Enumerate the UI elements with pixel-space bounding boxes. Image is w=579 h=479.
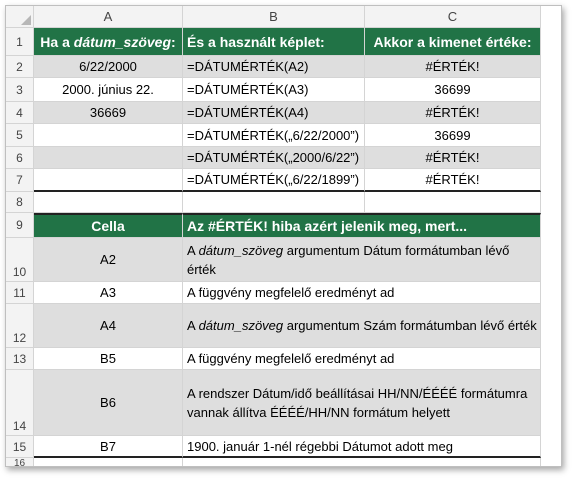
cell-c6[interactable]: #ÉRTÉK!: [365, 147, 541, 169]
cell-a13[interactable]: B5: [34, 348, 183, 370]
table-row: [6, 304, 541, 348]
cell-a3[interactable]: 2000. június 22.: [34, 78, 183, 102]
table-row: [6, 348, 541, 370]
cell-a14[interactable]: B6: [34, 370, 183, 436]
header-cell-c1[interactable]: Akkor a kimenet értéke:: [365, 28, 541, 56]
cell-c7[interactable]: #ÉRTÉK!: [365, 169, 541, 192]
row-number[interactable]: 3: [6, 78, 34, 102]
spreadsheet: [5, 5, 562, 467]
row-number[interactable]: 7: [6, 169, 34, 192]
cell-b6[interactable]: =DÁTUMÉRTÉK(„2000/6/22”): [183, 147, 365, 169]
cell-b4[interactable]: =DÁTUMÉRTÉK(A4): [183, 102, 365, 124]
table-row: [6, 28, 541, 56]
cell-a8[interactable]: [34, 192, 183, 213]
table-row: [6, 169, 541, 192]
table-row: [6, 192, 541, 213]
cell-b12[interactable]: [183, 304, 541, 348]
table-row: [6, 458, 541, 467]
header-cell-a9[interactable]: Cella: [34, 213, 183, 238]
row-number[interactable]: 9: [6, 213, 34, 238]
header-cell-b1[interactable]: És a használt képlet:: [183, 28, 365, 56]
cell-b10[interactable]: [183, 238, 541, 282]
header-cell-a1[interactable]: [34, 28, 183, 56]
row-number[interactable]: 14: [6, 370, 34, 436]
row-number[interactable]: 5: [6, 124, 34, 147]
cell-c8[interactable]: [365, 192, 541, 213]
row-number[interactable]: 4: [6, 102, 34, 124]
select-all-corner[interactable]: [6, 6, 34, 28]
cell-a15[interactable]: B7: [34, 436, 183, 458]
cell-b8[interactable]: [183, 192, 365, 213]
row-number[interactable]: 8: [6, 192, 34, 213]
cell-b13[interactable]: A függvény megfelelő eredményt ad: [183, 348, 541, 370]
row-number[interactable]: 6: [6, 147, 34, 169]
cell-a4[interactable]: 36669: [34, 102, 183, 124]
explanation-text: A dátum_szöveg argumentum Szám formátumban lévő érték: [187, 318, 537, 333]
cell-a12[interactable]: A4: [34, 304, 183, 348]
cell-c4[interactable]: #ÉRTÉK!: [365, 102, 541, 124]
cell-b14[interactable]: A rendszer Dátum/idő beállításai HH/NN/ÉÉÉÉ formátumra vannak állítva ÉÉÉÉ/HH/NN formátum helyett: [183, 370, 541, 436]
cell-c3[interactable]: 36699: [365, 78, 541, 102]
row-number[interactable]: 16: [6, 458, 34, 467]
table-row: [6, 436, 541, 458]
cell-a10[interactable]: A2: [34, 238, 183, 282]
column-header-row: [6, 6, 541, 28]
column-header-b[interactable]: B: [183, 6, 365, 28]
header-cell-b9[interactable]: Az #ÉRTÉK! hiba azért jelenik meg, mert...: [183, 213, 541, 238]
table-row: [6, 370, 541, 436]
table-row: [6, 102, 541, 124]
row-number[interactable]: 2: [6, 56, 34, 78]
cell-b5[interactable]: =DÁTUMÉRTÉK(„6/22/2000”): [183, 124, 365, 147]
table-row: [6, 282, 541, 304]
column-header-a[interactable]: A: [34, 6, 183, 28]
row-number[interactable]: 1: [6, 28, 34, 56]
row-number[interactable]: 12: [6, 304, 34, 348]
cell-a7[interactable]: [34, 169, 183, 192]
cell-b16[interactable]: [183, 458, 541, 467]
table-row: [6, 124, 541, 147]
cell-c2[interactable]: #ÉRTÉK!: [365, 56, 541, 78]
table-row: [6, 147, 541, 169]
table-row: [6, 213, 541, 238]
cell-a5[interactable]: [34, 124, 183, 147]
cell-a6[interactable]: [34, 147, 183, 169]
row-number[interactable]: 11: [6, 282, 34, 304]
cell-b7[interactable]: =DÁTUMÉRTÉK(„6/22/1899”): [183, 169, 365, 192]
row-number[interactable]: 10: [6, 238, 34, 282]
row-number[interactable]: 13: [6, 348, 34, 370]
cell-b2[interactable]: =DÁTUMÉRTÉK(A2): [183, 56, 365, 78]
column-header-c[interactable]: C: [365, 6, 541, 28]
cell-b11[interactable]: A függvény megfelelő eredményt ad: [183, 282, 541, 304]
explanation-text: A dátum_szöveg argumentum Dátum formátumban lévő érték: [187, 242, 510, 277]
cell-a11[interactable]: A3: [34, 282, 183, 304]
cell-b3[interactable]: =DÁTUMÉRTÉK(A3): [183, 78, 365, 102]
cell-a16[interactable]: [34, 458, 183, 467]
cell-b15[interactable]: 1900. január 1-nél régebbi Dátumot adott meg: [183, 436, 541, 458]
cell-a2[interactable]: 6/22/2000: [34, 56, 183, 78]
header-a-text: Ha a dátum_szöveg:: [40, 33, 176, 50]
cell-c5[interactable]: 36699: [365, 124, 541, 147]
table-row: [6, 238, 541, 282]
table-row: [6, 56, 541, 78]
table-row: [6, 78, 541, 102]
row-number[interactable]: 15: [6, 436, 34, 458]
